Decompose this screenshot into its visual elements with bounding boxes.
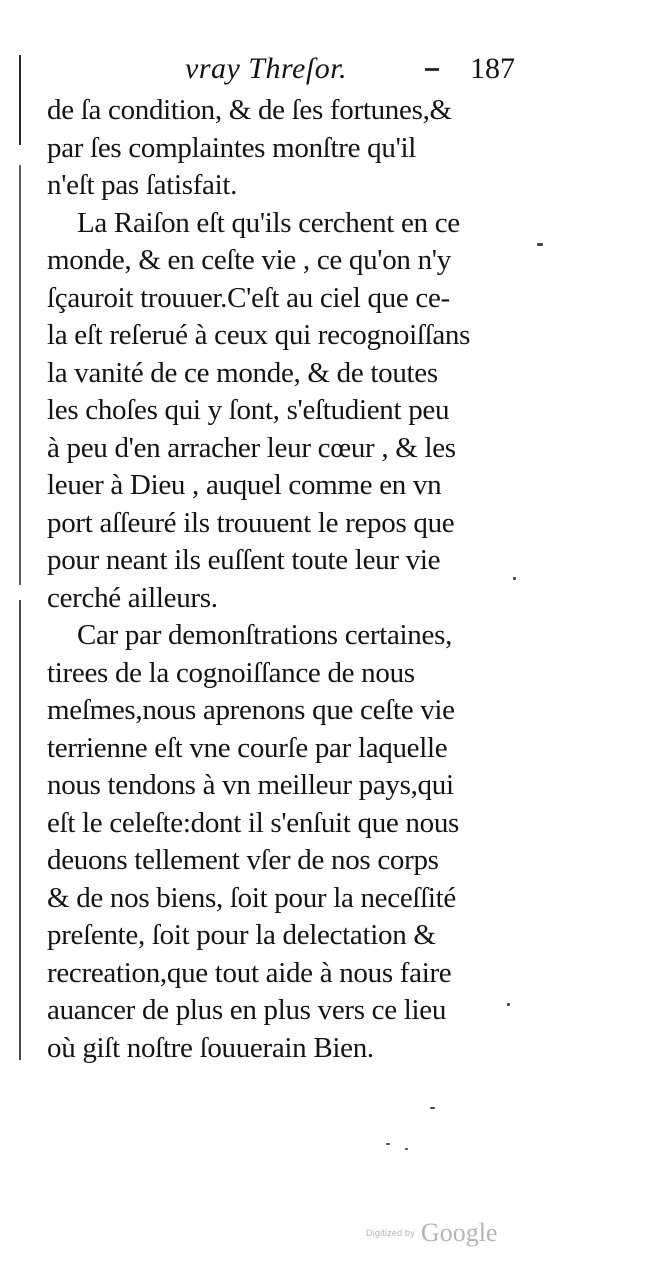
- scan-speck: [386, 1143, 390, 1145]
- text-line: les choſes qui y ſont, s'eſtudient peu: [47, 394, 450, 426]
- text-line: eſt le celeſte:dont il s'enſuit que nous: [47, 806, 460, 839]
- digitized-by-google-watermark: [366, 1218, 497, 1254]
- text-line: à peu d'en arracher leur cœur , & les: [47, 431, 456, 464]
- text-line: terrienne eſt vne courſe par laquelle: [47, 731, 448, 764]
- text-line: où giſt noſtre ſouuerain Bien.: [47, 1031, 374, 1064]
- gutter-edge: [19, 165, 21, 585]
- text-line: de ſa condition, & de ſes fortunes,&: [47, 94, 452, 126]
- text-line: preſente, ſoit pour la delectation &: [47, 919, 436, 951]
- text-line: cerché ailleurs.: [47, 581, 218, 614]
- gutter-edge: [19, 600, 21, 1060]
- running-head: [185, 52, 515, 92]
- watermark-prefix: Digitized by: [366, 1228, 415, 1238]
- text-line: n'eſt pas ſatisfait.: [47, 169, 238, 201]
- scan-speck: [513, 577, 516, 580]
- text-line: & de nos biens, ſoit pour la neceſſité: [47, 881, 457, 914]
- text-line: monde, & en ceſte vie , ce qu'on n'y: [47, 244, 451, 276]
- scan-speck: [430, 1107, 435, 1109]
- text-line: la vanité de ce monde, & de toutes: [47, 356, 438, 389]
- text-line: par ſes complaintes monſtre qu'il: [47, 131, 417, 164]
- text-line: tirees de la cognoiſſance de nous: [47, 656, 415, 689]
- text-line: la eſt reſerué à ceux qui recognoiſſans: [47, 319, 471, 351]
- paragraph-start-line: La Raiſon eſt qu'ils cerchent en ce: [77, 206, 460, 239]
- running-title: vray Threſor.: [185, 52, 348, 85]
- text-line: pour neant ils euſſent toute leur vie: [47, 544, 441, 576]
- scan-speck: [405, 1148, 408, 1150]
- gutter-edge: [19, 55, 21, 145]
- text-line: ſçauroit trouuer.C'eſt au ciel que ce-: [47, 281, 450, 314]
- scan-speck: [507, 1003, 510, 1006]
- body-text: [47, 92, 522, 1067]
- text-line: meſmes,nous aprenons que ceſte vie: [47, 694, 455, 726]
- ornament-dash: [425, 68, 439, 71]
- paragraph-start-line: Car par demonſtrations certaines,: [77, 619, 453, 651]
- text-line: nous tendons à vn meilleur pays,qui: [47, 769, 454, 801]
- page-number: 187: [470, 52, 515, 85]
- scan-speck: [537, 243, 543, 246]
- text-line: port aſſeuré ils trouuent le repos que: [47, 506, 455, 539]
- text-line: deuons tellement vſer de nos corps: [47, 844, 439, 876]
- text-line: recreation,que tout aide à nous faire: [47, 956, 452, 989]
- text-line: auancer de plus en plus vers ce lieu: [47, 994, 447, 1026]
- google-logo: Google: [420, 1218, 498, 1247]
- text-line: leuer à Dieu , auquel comme en vn: [47, 469, 442, 501]
